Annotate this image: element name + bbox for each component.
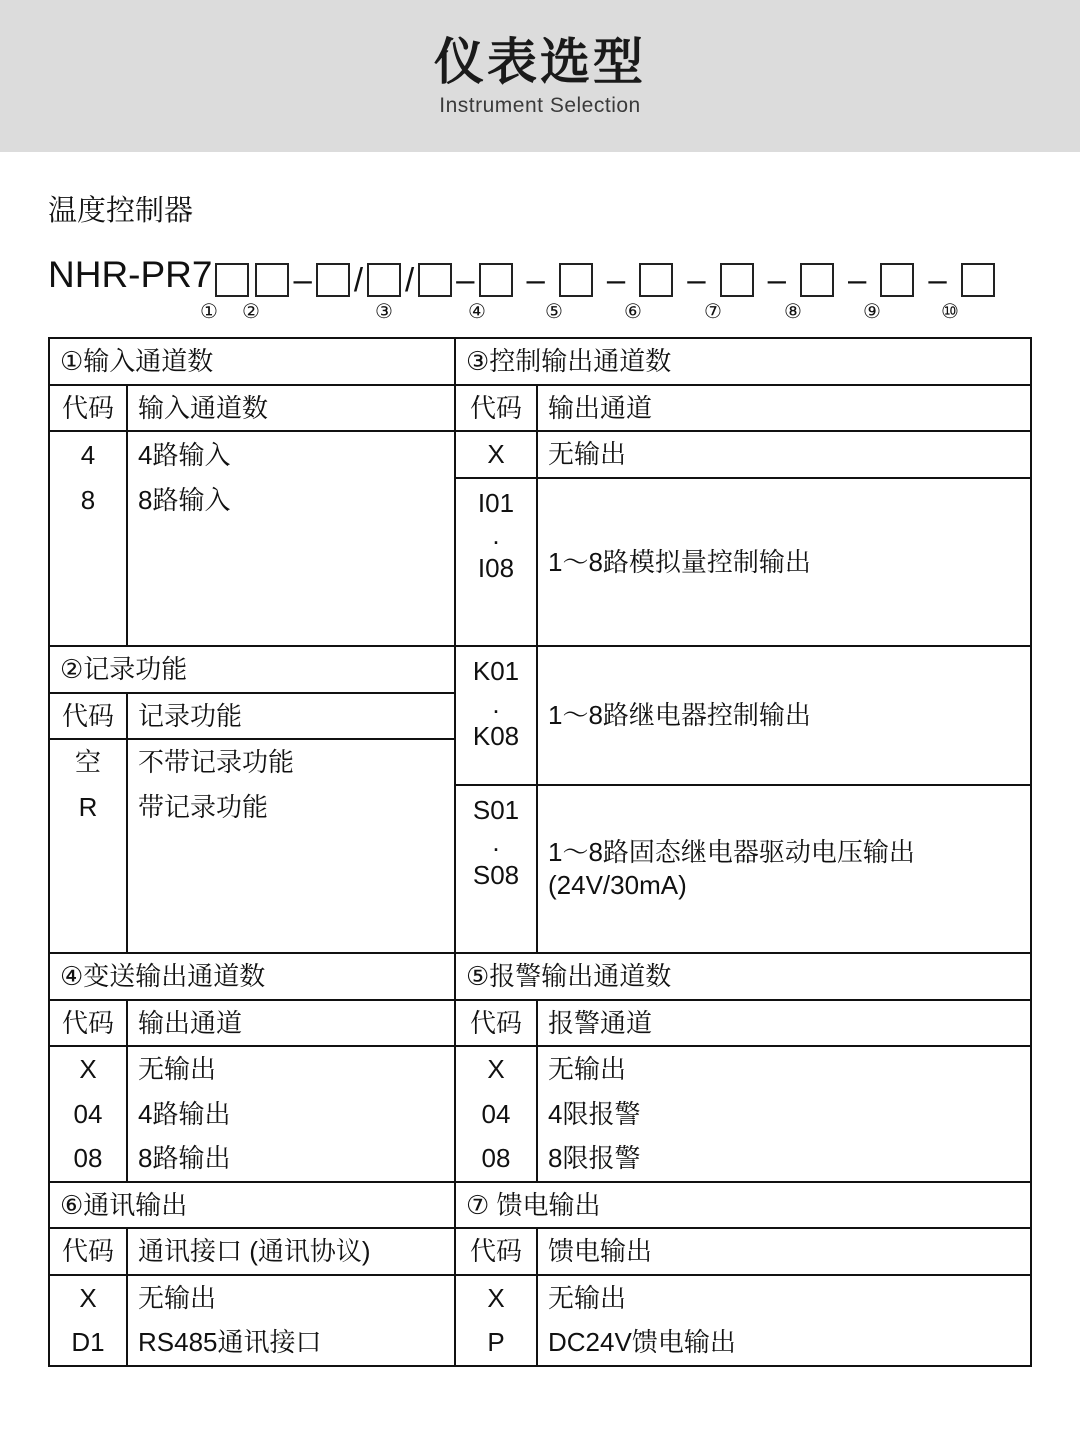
table-row (49, 646, 1031, 693)
block5-code-0: X (455, 1046, 537, 1092)
model-box-4 (479, 263, 513, 297)
block3-code-2 (455, 646, 537, 785)
block6-code-0: X (49, 1275, 127, 1321)
table-row (49, 478, 1031, 523)
marker-7: ⑦ (704, 301, 722, 323)
block6-desc-0: 无输出 (127, 1275, 455, 1321)
block4-title: ④变送输出通道数 (49, 953, 455, 1000)
block3-code-1-mid: . (492, 520, 500, 550)
model-code-row (48, 245, 1032, 297)
block1-code-header: 代码 (49, 385, 127, 432)
block3-code-3-mid: . (492, 827, 500, 857)
block1-title: ①输入通道数 (49, 338, 455, 385)
table-row (49, 1275, 1031, 1321)
block2-code-1: R (49, 785, 127, 830)
block6-desc-header: 通讯接口 (通讯协议) (127, 1228, 455, 1275)
block2-desc-header: 记录功能 (127, 693, 455, 740)
table-row (49, 1182, 1031, 1229)
block7-code-header: 代码 (455, 1228, 537, 1275)
marker-9: ⑨ (863, 301, 881, 323)
block4-desc-0: 无输出 (127, 1046, 455, 1092)
block2-spacer-c (49, 891, 127, 953)
marker-2: ② (242, 301, 260, 323)
block3-desc-2: 1～8路继电器控制输出 (537, 646, 1031, 785)
marker-3: ③ (375, 301, 393, 323)
model-dash-4: – (606, 261, 626, 298)
block3-code-3 (455, 785, 537, 954)
table-row (49, 1320, 1031, 1366)
block2-code-header: 代码 (49, 693, 127, 740)
table-row (49, 1000, 1031, 1047)
block4-code-2: 08 (49, 1136, 127, 1182)
model-box-3c (418, 263, 452, 297)
block6-code-header: 代码 (49, 1228, 127, 1275)
block5-title: ⑤报警输出通道数 (455, 953, 1031, 1000)
block7-title: ⑦ 馈电输出 (455, 1182, 1031, 1229)
block5-code-header: 代码 (455, 1000, 537, 1047)
model-dash-7: – (847, 261, 867, 298)
block4-desc-header: 输出通道 (127, 1000, 455, 1047)
table-row (49, 1136, 1031, 1182)
block7-desc-1: DC24V馈电输出 (537, 1320, 1031, 1366)
block4-desc-1: 4路输出 (127, 1092, 455, 1137)
block1-code-1: 8 (49, 478, 127, 523)
block7-code-1: P (455, 1320, 537, 1366)
block1-spacer-b (127, 522, 455, 584)
block5-desc-2: 8限报警 (537, 1136, 1031, 1182)
block7-desc-header: 馈电输出 (537, 1228, 1031, 1275)
block3-code-3-bot: S08 (472, 859, 520, 890)
table-row (49, 1092, 1031, 1137)
model-box-5 (559, 263, 593, 297)
block4-code-header: 代码 (49, 1000, 127, 1047)
page-subtitle: Instrument Selection (439, 93, 641, 117)
marker-10: ⑩ (941, 301, 959, 323)
block4-code-0: X (49, 1046, 127, 1092)
block3-code-2-mid: . (492, 688, 500, 719)
model-box-10 (961, 263, 995, 297)
model-dash-8: – (928, 261, 947, 298)
block3-desc-0: 无输出 (537, 431, 1031, 478)
block2-title: ②记录功能 (49, 646, 455, 693)
marker-8: ⑧ (784, 301, 802, 323)
block5-desc-0: 无输出 (537, 1046, 1031, 1092)
marker-6: ⑥ (624, 301, 642, 323)
block1-desc-0: 4路输入 (127, 431, 455, 478)
block1-desc-1: 8路输入 (127, 478, 455, 523)
model-box-2 (255, 263, 289, 297)
table-row (49, 1228, 1031, 1275)
model-dash-1: – (293, 261, 312, 298)
block3-code-1 (455, 478, 537, 647)
model-box-9 (880, 263, 914, 297)
model-box-8 (800, 263, 834, 297)
block3-desc-3-line1: 1～8路固态继电器驱动电压输出 (548, 837, 915, 868)
model-prefix: NHR-PR7 (48, 254, 213, 295)
model-slash-2: / (405, 261, 415, 298)
model-box-1 (215, 263, 249, 297)
block5-code-2: 08 (455, 1136, 537, 1182)
block3-desc-3-line2: (24V/30mA) (548, 869, 687, 900)
block2-spacer-b (127, 829, 455, 891)
model-box-3a (316, 263, 350, 297)
block2-desc-1: 带记录功能 (127, 785, 455, 830)
marker-4: ④ (468, 301, 486, 323)
page-title: 仪表选型 (434, 33, 646, 90)
block6-desc-1: RS485通讯接口 (127, 1320, 455, 1366)
block3-desc-3 (537, 785, 1031, 954)
model-slash-1: / (353, 261, 363, 298)
model-box-6 (639, 263, 673, 297)
table-row (49, 785, 1031, 830)
model-box-7 (720, 263, 754, 297)
model-markers (48, 299, 1032, 329)
marker-1: ① (200, 301, 218, 323)
block2-spacer-d (127, 891, 455, 953)
block3-desc-header: 输出通道 (537, 385, 1031, 432)
block3-code-header: 代码 (455, 385, 537, 432)
block1-desc-header: 输入通道数 (127, 385, 455, 432)
block3-code-1-top: I01 (477, 487, 515, 518)
block4-code-1: 04 (49, 1092, 127, 1137)
marker-5: ⑤ (545, 301, 563, 323)
block2-code-0: 空 (49, 739, 127, 785)
model-dash-5: – (687, 261, 706, 298)
block7-desc-0: 无输出 (537, 1275, 1031, 1321)
block5-desc-1: 4限报警 (537, 1092, 1031, 1137)
block6-code-1: D1 (49, 1320, 127, 1366)
block3-title: ③控制输出通道数 (455, 338, 1031, 385)
page-banner (0, 0, 1080, 152)
model-box-3b (367, 263, 401, 297)
block5-desc-header: 报警通道 (537, 1000, 1031, 1047)
block1-spacer-d (127, 584, 455, 646)
block1-code-0: 4 (49, 431, 127, 478)
block2-desc-0: 不带记录功能 (127, 739, 455, 785)
model-dash-6: – (767, 261, 786, 298)
block6-title: ⑥通讯输出 (49, 1182, 455, 1229)
table-row (49, 1046, 1031, 1092)
block3-code-2-bot: K08 (472, 721, 520, 751)
block3-desc-1: 1～8路模拟量控制输出 (537, 478, 1031, 647)
block4-desc-2: 8路输出 (127, 1136, 455, 1182)
block1-spacer-a (49, 522, 127, 584)
block7-code-0: X (455, 1275, 537, 1321)
product-category: 温度控制器 (48, 195, 194, 227)
model-dash-2: – (456, 261, 475, 298)
specification-table (48, 337, 1032, 1367)
block3-code-0: X (455, 431, 537, 478)
block2-spacer-a (49, 829, 127, 891)
table-row (49, 431, 1031, 478)
block3-code-2-top: K01 (472, 656, 520, 686)
table-row (49, 953, 1031, 1000)
table-row (49, 338, 1031, 385)
model-dash-3: – (526, 261, 545, 298)
block3-code-1-bot: I08 (477, 552, 515, 583)
block5-code-1: 04 (455, 1092, 537, 1137)
block3-code-3-top: S01 (472, 794, 520, 825)
page-content (0, 188, 1080, 1367)
table-row (49, 385, 1031, 432)
block1-spacer-c (49, 584, 127, 646)
